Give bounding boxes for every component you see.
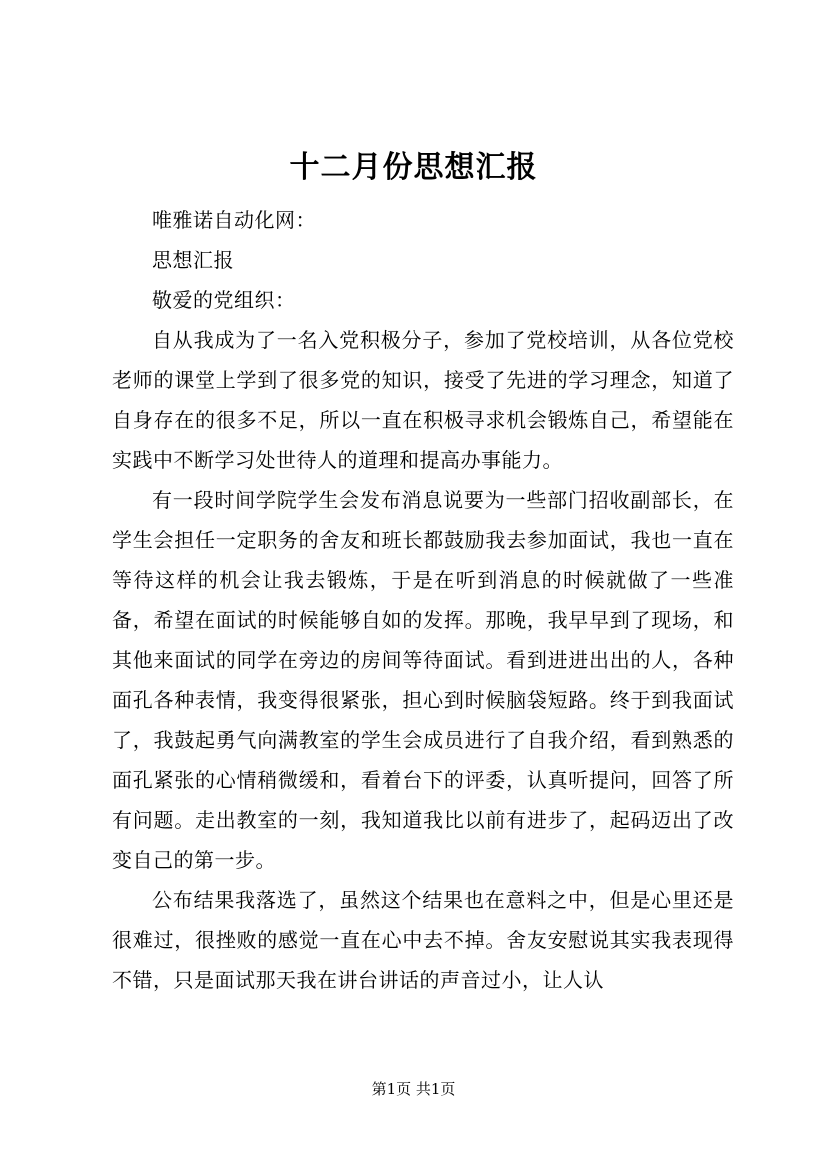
document-body	[112, 200, 734, 1000]
salutation-line: 敬爱的党组织：	[152, 288, 296, 312]
document-title: 十二月份思想汇报	[289, 150, 538, 185]
page-footer: 第1页 共1页	[371, 1080, 456, 1098]
paragraph-3: 公布结果我落选了，虽然这个结果也在意料之中，但是心里还是很难过，很挫败的感觉一直在心中去不掉。舍友安慰说其实我表现得不错，只是面试那天我在讲台讲话的声音过小，让人认	[112, 888, 734, 992]
paragraph-1: 自从我成为了一名入党积极分子，参加了党校培训，从各位党校老师的课堂上学到了很多党的知识，接受了先进的学习理念，知道了自身存在的很多不足，所以一直在积极寻求机会锻炼自己，希望能在实践中不断学习处世待人的道理和提高办事能力。	[112, 328, 734, 472]
subtitle-line: 思想汇报	[152, 248, 234, 272]
paragraph-2: 有一段时间学院学生会发布消息说要为一些部门招收副部长，在学生会担任一定职务的舍友和班长都鼓励我去参加面试，我也一直在等待这样的机会让我去锻炼，于是在听到消息的时候就做了一些准备，希望在面试的时候能够自如的发挥。那晚，我早早到了现场，和其他来面试的同学在旁边的房间等待面试。看到进进出出的人，各种面孔各种表情，我变得很紧张，担心到时候脑袋短路。终于到我面试了，我鼓起勇气向满教室的学生会成员进行了自我介绍，看到熟悉的面孔紧张的心情稍微缓和，看着台下的评委，认真听提问，回答了所有问题。走出教室的一刻，我知道我比以前有进步了，起码迈出了改变自己的第一步。	[112, 488, 734, 872]
salutation-source: 唯雅诺自动化网：	[152, 208, 316, 232]
